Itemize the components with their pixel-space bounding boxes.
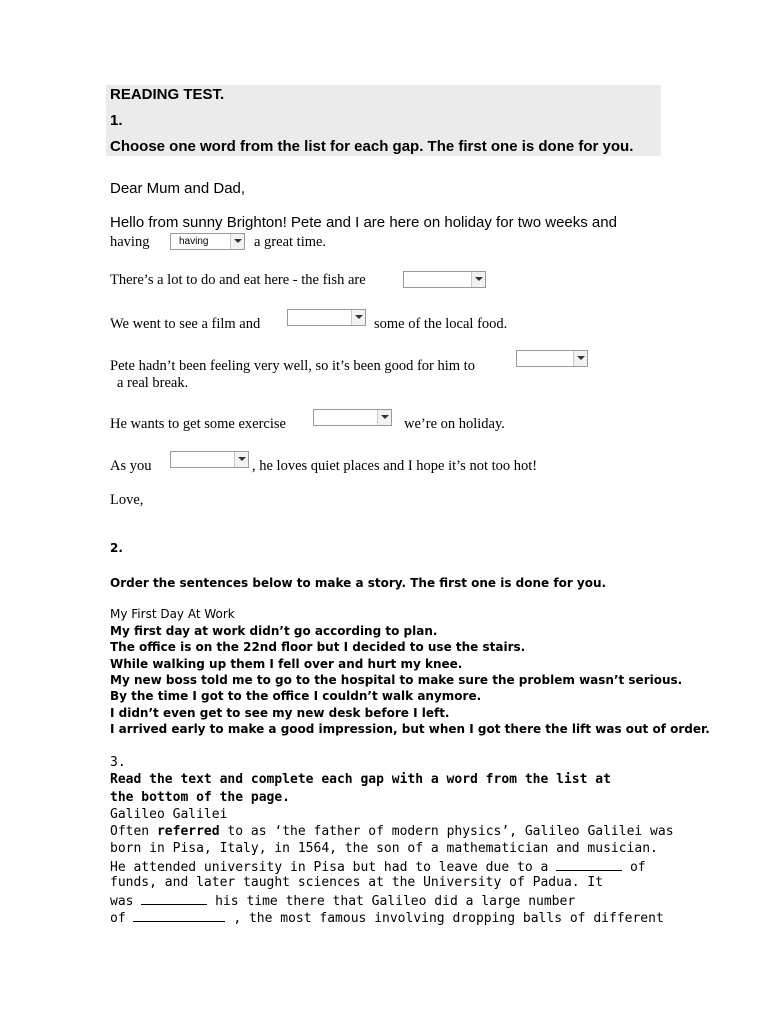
story-sentence-3: While walking up them I fell over and hurt my knee. (110, 657, 463, 671)
letter-line-4-end: some of the local food. (374, 316, 508, 332)
story-sentence-4: My new boss told me to go to the hospital to make sure the problem wasn’t serious. (110, 673, 683, 687)
chevron-down-icon (234, 452, 248, 467)
story-sentence-5: By the time I got to the office I couldn’t walk anymore. (110, 689, 482, 703)
gap-1-selected-value: having (179, 236, 209, 247)
passage-line-4: funds, and later taught sciences at the University of Padua. It (110, 875, 604, 890)
section-2-instruction: Order the sentences below to make a story. The first one is done for you. (110, 576, 607, 590)
passage-line-6-start: of (110, 911, 126, 926)
letter-greeting: Dear Mum and Dad, (110, 180, 246, 197)
chevron-down-icon (471, 272, 485, 287)
test-title: READING TEST. (110, 86, 225, 103)
letter-line-4-start: We went to see a film and (110, 316, 261, 332)
gap-1-dropdown[interactable] (170, 233, 245, 250)
section-3-number: 3. (110, 755, 126, 770)
story-sentence-1: My first day at work didn’t go according to plan. (110, 624, 438, 638)
story-title: My First Day At Work (110, 607, 235, 621)
letter-line-2-end: a great time. (254, 234, 327, 250)
letter-line-1: Hello from sunny Brighton! Pete and I are here on holiday for two weeks and (110, 214, 617, 231)
gap-3-dropdown[interactable] (287, 309, 366, 326)
gap-5-dropdown[interactable] (313, 409, 392, 426)
letter-closing: Love, (110, 492, 144, 508)
passage-line-1-end: to as ‘the father of modern physics’, Galileo Galilei was (227, 824, 674, 839)
gap-4-dropdown[interactable] (516, 350, 588, 367)
section-2-number: 2. (110, 541, 123, 555)
passage-line-1-start: Often (110, 824, 150, 839)
letter-line-7-end: , he loves quiet places and I hope it’s not too hot! (252, 458, 538, 474)
chevron-down-icon (230, 234, 244, 249)
passage-line-6 (110, 909, 664, 926)
passage-line-3 (110, 858, 646, 875)
section-3-instruction-line-2: the bottom of the page. (110, 790, 291, 805)
passage-line-2: born in Pisa, Italy, in 1564, the son of a mathematician and musician. (110, 841, 658, 856)
gap-blank-1 (556, 858, 622, 871)
passage-line-3-start: He attended university in Pisa but had to leave due to a (110, 860, 549, 875)
gap-blank-3 (133, 909, 225, 922)
passage-line-6-end: , the most famous involving dropping balls of different (233, 911, 664, 926)
gap-blank-2 (141, 892, 207, 905)
gap-6-dropdown[interactable] (170, 451, 249, 468)
chevron-down-icon (377, 410, 391, 425)
letter-line-6-start: He wants to get some exercise (110, 416, 286, 432)
passage-title: Galileo Galilei (110, 807, 228, 822)
story-sentence-6: I didn’t even get to see my new desk before I left. (110, 706, 450, 720)
story-sentence-2: The office is on the 22nd floor but I decided to use the stairs. (110, 640, 526, 654)
letter-line-5b: a real break. (117, 375, 189, 391)
letter-line-6-end: we’re on holiday. (404, 416, 505, 432)
letter-line-5: Pete hadn’t been feeling very well, so it’s been good for him to (110, 358, 475, 374)
chevron-down-icon (351, 310, 365, 325)
section-3-instruction-line-1: Read the text and complete each gap with a word from the list at (110, 772, 611, 787)
passage-line-1 (110, 824, 674, 839)
story-sentence-7: I arrived early to make a good impression, but when I got there the lift was out of order. (110, 722, 710, 736)
letter-line-3: There’s a lot to do and eat here - the fish are (110, 272, 366, 288)
gap-2-dropdown[interactable] (403, 271, 486, 288)
passage-line-5 (110, 892, 575, 909)
letter-line-2-start: having (110, 234, 150, 250)
section-1-number: 1. (110, 112, 123, 129)
passage-line-5-start: was (110, 894, 134, 909)
section-1-instruction: Choose one word from the list for each gap. The first one is done for you. (110, 138, 634, 155)
letter-line-7-start: As you (110, 458, 152, 474)
chevron-down-icon (573, 351, 587, 366)
passage-bold-word: referred (156, 824, 220, 839)
passage-line-5-end: his time there that Galileo did a large number (215, 894, 576, 909)
passage-line-3-end: of (629, 860, 646, 875)
